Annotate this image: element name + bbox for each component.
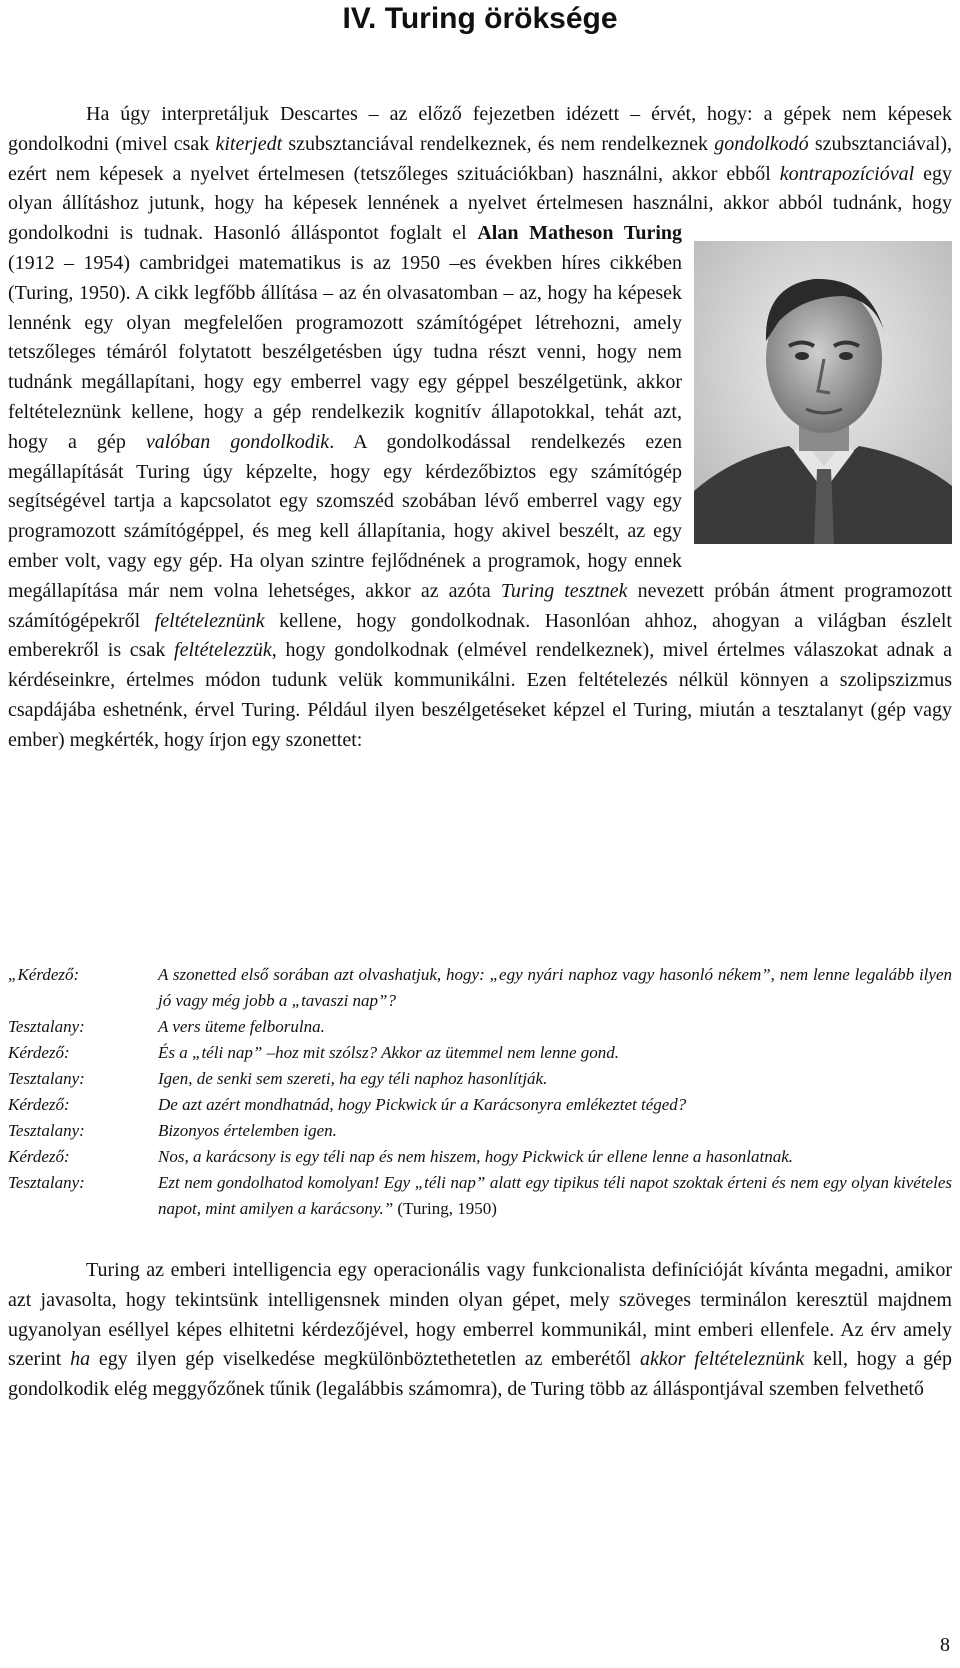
- emphasis-text: valóban gondolkodik: [145, 430, 330, 453]
- utterance-quote: Ezt nem gondolhatod komolyan! Egy „téli nap” alatt egy tipikus téli napot szoktak érteni és nem egy olyan kivételes napot, mint amilyen a karácsony.”: [158, 1173, 952, 1218]
- speaker-label: Tesztalany:: [8, 1069, 85, 1088]
- utterance-text: Bizonyos értelemben igen.: [158, 1121, 337, 1140]
- turing-portrait-photo: [694, 241, 952, 544]
- speaker-label: Tesztalany:: [8, 1121, 85, 1140]
- page-number: 8: [940, 1634, 950, 1656]
- chapter-heading: IV. Turing öröksége: [342, 2, 618, 35]
- emphasis-text: feltételeznünk: [154, 609, 265, 632]
- text-run: (1912 – 1954) cambridgei matematikus is az 1950 –es években híres cikkében (Turing, 1950). A cikk legfőbb állítása – az én olvasatomban – az, hogy ha képesek lennénk egy olyan megfelelően programozott számítógépet létrehozni, amely tetszőleges témáról folytatott beszélgetésben úgy tudna részt venni, hogy nem tudnánk megállapítani, hogy egy emberrel vagy egy géppel beszélgetünk, akkor feltételeznünk kellene, hogy a gép rendelkezik kognitív állapotokkal, tehát azt, hogy a gép: [8, 251, 682, 453]
- text-run: szubsztanciával), ezért nem képesek a nyelvet értelmesen (tetszőleges szituációkban) használni, akkor ebből: [8, 132, 953, 185]
- speaker-label: „Kérdező:: [8, 965, 80, 984]
- speaker-label: Kérdező:: [8, 1043, 70, 1062]
- utterance-text: És a „téli nap” –hoz mit szólsz? Akkor az ütemmel nem lenne gond.: [158, 1043, 620, 1062]
- text-run: szubsztanciával rendelkeznek, és nem rendelkeznek: [282, 132, 715, 155]
- dialogue-row: [8, 1118, 952, 1144]
- intro-paragraph: [8, 100, 952, 756]
- utterance-text: Igen, de senki sem szereti, ha egy téli naphoz hasonlítják.: [158, 1069, 548, 1088]
- text-run: , hogy gondolkodnak (elmével rendelkeznek), mivel értelmes válaszokat adnak a kérdéseinkre, értelmes módon tudunk velük kommunikálni. Ezen feltételezés nélkül könnyen a szolipszizmus csapdájába eshetnénk, érvel Turing. Például ilyen beszélgetéseket képzel el Turing, miután a tesztalanyt (gép vagy ember) megkérték, hogy írjon egy szonettet:: [8, 639, 952, 751]
- dialogue-row: [8, 1170, 952, 1222]
- text-run: . A gondolkodással rendelkezés ezen megállapítását Turing úgy képzelte, hogy egy kérdezőbiztos egy számítógép segítségével tartja a kapcsolatot egy szomszéd szobában lévő emberrel vagy egy programozott számítógéppel, és meg kell állapítania, hogy akivel beszélt, az egy ember volt, vagy egy gép. Ha olyan szintre fejlődnének a programok, hogy ennek megállapítása már nem volna lehetséges, akkor az azóta: [8, 430, 682, 602]
- emphasis-text: kiterjedt: [215, 132, 283, 155]
- emphasis-text: feltételezzük: [174, 639, 272, 662]
- text-run: egy olyan állításhoz jutunk, hogy ha képesek lennének a nyelvet értelmesen használni, akkor abból tudnánk, hogy gondolkodni is tudnak. Hasonló álláspontot foglalt el: [8, 162, 952, 245]
- dialogue-row: [8, 1144, 952, 1170]
- emphasis-text: akkor feltételeznünk: [639, 1348, 805, 1371]
- dialogue-block: [8, 962, 952, 1222]
- emphasis-text: gondolkodó: [714, 132, 809, 155]
- conclusion-paragraph: [8, 1256, 952, 1405]
- text-run: egy ilyen gép viselkedése megkülönböztethetetlen az emberétől: [90, 1348, 640, 1371]
- citation: (Turing, 1950): [393, 1199, 497, 1218]
- text-run: nevezett próbán átment programozott számítógépekről: [8, 579, 953, 632]
- speaker-label: Tesztalany:: [8, 1173, 85, 1192]
- dialogue-row: [8, 962, 952, 1014]
- utterance-text: [158, 1170, 952, 1222]
- emphasis-text: kontrapozícióval: [779, 162, 915, 185]
- dialogue-row: [8, 1040, 952, 1066]
- text-run: kellene, hogy gondolkodnak. Hasonlóan ahhoz, ahogyan a világban észlelt emberekről is csak: [8, 609, 952, 662]
- text-run: Turing az emberi intelligencia egy operacionális vagy funkcionalista definícióját kívánta megadni, amikor azt javasolta, hogy tekintsünk intelligensnek minden olyan gépet, mely szöveges terminálon keresztül majdnem ugyanolyan eséllyel képes elhitetni kérdezőjével, hogy emberrel kommunikál, mint emberi ellenfele. Az érv amely szerint: [8, 1259, 952, 1371]
- emphasis-text: Turing tesztnek: [500, 579, 628, 602]
- utterance-text: Nos, a karácsony is egy téli nap és nem hiszem, hogy Pickwick úr ellene lenne a hasonlatnak.: [158, 1147, 793, 1166]
- dialogue-row: [8, 1092, 952, 1118]
- emphasis-text: ha: [70, 1348, 91, 1371]
- speaker-label: Tesztalany:: [8, 1017, 85, 1036]
- speaker-label: Kérdező:: [8, 1147, 70, 1166]
- text-run: Ha úgy interpretáljuk Descartes – az előző fejezetben idézett – érvét, hogy: a gépek nem képesek gondolkodni (mivel csak: [8, 103, 952, 155]
- text-run: kell, hogy a gép gondolkodik elég meggyőzőnek tűnik (legalábbis számomra), de Turing több az álláspontjával szemben felvethető: [8, 1348, 952, 1401]
- utterance-text: A szonetted első sorában azt olvashatjuk, hogy: „egy nyári naphoz vagy hasonló nékem”, nem lenne legalább ilyen jó vagy még jobb a „tavaszi nap”?: [158, 965, 952, 1010]
- person-name: Alan Matheson Turing: [477, 222, 683, 245]
- utterance-text: De azt azért mondhatnád, hogy Pickwick úr a Karácsonyra emlékeztet téged?: [158, 1095, 687, 1114]
- dialogue-row: [8, 1066, 952, 1092]
- utterance-text: A vers üteme felborulna.: [158, 1017, 325, 1036]
- speaker-label: Kérdező:: [8, 1095, 70, 1114]
- dialogue-row: [8, 1014, 952, 1040]
